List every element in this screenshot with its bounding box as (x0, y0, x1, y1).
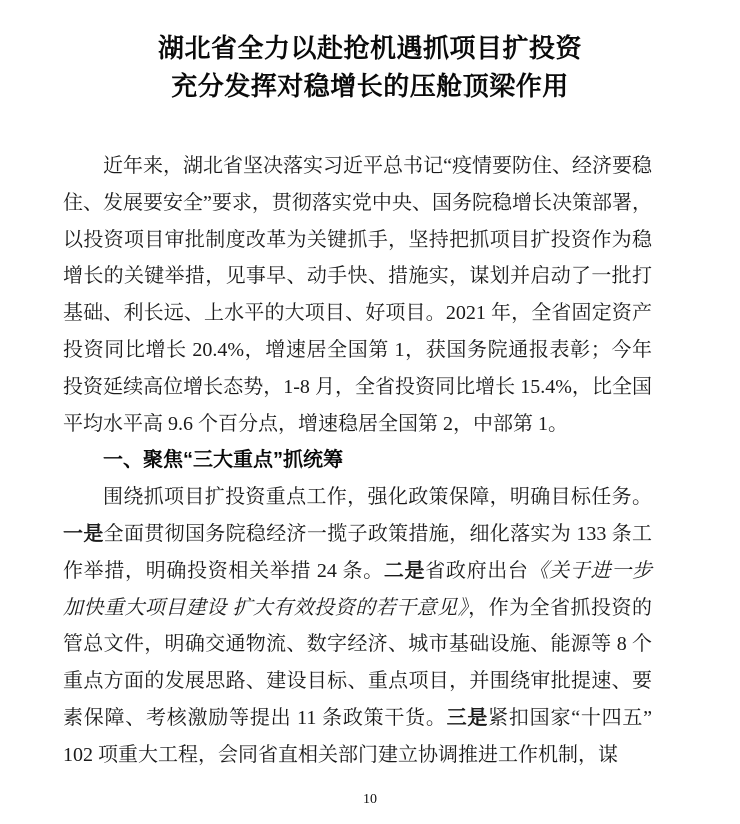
point-2-label: 二是 (383, 559, 426, 582)
paragraph-overview-text: 近年来，湖北省坚决落实习近平总书记“疫情要防住、经济要稳住、发展要安全”要求，贯彻落实党中央、国务院稳增长决策部署，以投资项目审批制度改革为关键抓手，坚持把抓项目扩投资作为稳增长的关键举措，见事早、动手快、措施实，谋划并启动了一批打基础、利长远、上水平的大项目、好项目。2021 年，全省固定资产投资同比增长 20.4%，增速居全国第 1，获国务院通报表彰；今年投资延续高位增长态势，1-8 月，全省投资同比增长 15.4%，比全国平均水平高 9.6 个百分点，增速稳居全国第 2，中部第 1。 (63, 155, 652, 435)
point-1-label: 一是 (63, 522, 104, 545)
policy-document-title: 《关于进一步加快重大项目建设 扩大有效投资的若干意见》 (63, 559, 653, 619)
point-3-label: 三是 (446, 706, 489, 729)
document-title-line-1: 湖北省全力以赴抢机遇抓项目扩投资 (157, 34, 582, 63)
page-number: 10 (363, 792, 377, 807)
page-footer (0, 792, 740, 808)
paragraph-overview (63, 148, 652, 442)
point-3-text: 紧扣国家“十四五”102 项重大工程，会同省直相关部门建立协调推进工作机制，谋 (63, 706, 652, 766)
section-intro-text: 围绕抓项目扩投资重点工作，强化政策保障，明确目标任务。 (103, 486, 652, 509)
point-2-text: ，作为全省抓投资的管总文件，明确交通物流、数字经济、城市基础设施、能源等 8 个重点方面的发展思路、建设目标、重点项目，并围绕审批提速、要素保障、考核激励等提出 11 条政策干货。 (63, 596, 653, 729)
document-body (63, 148, 652, 774)
point-1-text: 全面贯彻国务院稳经济一揽子政策措施，细化落实为 133 条工作举措，明确投资相关举措 24 条。 (63, 522, 653, 582)
document-title-line-2: 充分发挥对稳增长的压舱顶梁作用 (171, 72, 569, 101)
point-2-lead-text: 省政府出台 (425, 559, 529, 582)
paragraph-section-1 (63, 479, 652, 773)
section-heading-1: 一、聚焦“三大重点”抓统筹 (103, 449, 343, 472)
document-title (60, 30, 680, 106)
